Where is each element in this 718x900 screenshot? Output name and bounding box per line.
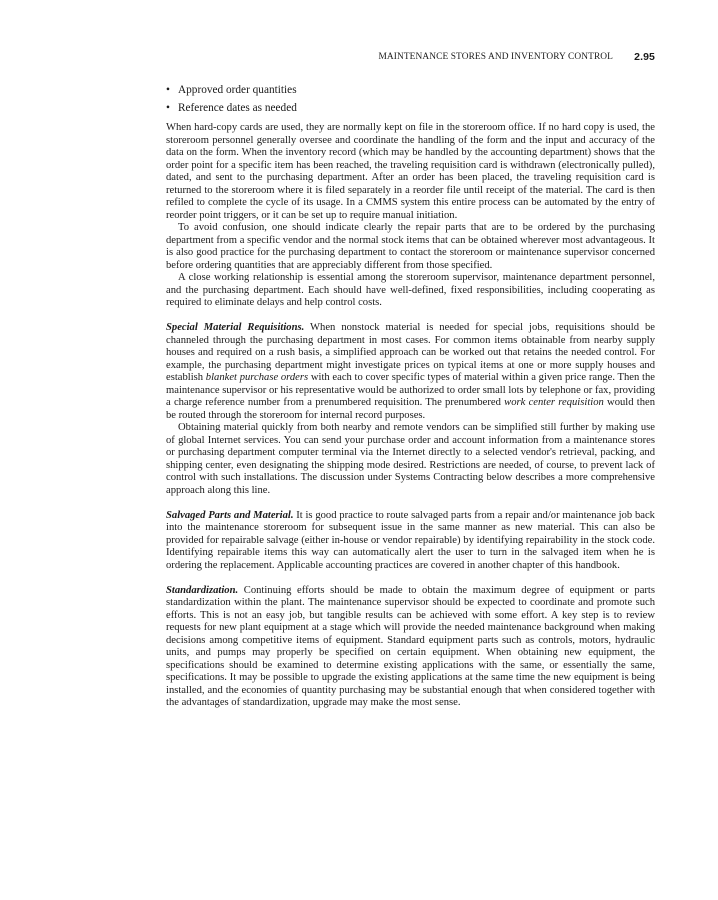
italic-term: work center requisition — [504, 397, 604, 408]
paragraph-hard-copy-cards: When hard-copy cards are used, they are normally kept on file in the storeroom office. If no hard copy is used, the storeroom personnel generally oversee and coordinate the handling of the form and the input and accuracy of the data on the form. When the inventory record (which may be handled by the accounting department) shows that the order point for a specific item has been reached, the traveling requisition card is withdrawn (electronically pulled), dated, and sent to the purchasing department. After an order has been placed, the traveling requisition card is returned to the storeroom where it is filed separately in a reorder file until receipt of the material. The card is then refiled to complete the cycle of its usage. In a CMMS system this entire process can be automated by the entry of reorder point triggers, or it can be set up to require manual initiation. — [166, 122, 655, 221]
paragraph-salvaged-parts — [166, 510, 655, 573]
paragraph-text: with each to cover specific types of material within a given price range. Then the maintenance supervisor or his representative would be authorized to order small lots by telephone or fax, providing a charge reference number from a prenumbered requisition. The prenumbered — [166, 372, 655, 408]
run-in-heading: Special Material Requisitions. — [166, 322, 305, 333]
bullet-list — [166, 81, 655, 117]
paragraph-text: would then be routed through the storeroom for internal record purposes. — [166, 397, 656, 421]
bullet-item: • Reference dates as needed — [166, 99, 655, 117]
paragraph-text: Continuing efforts should be made to obtain the maximum degree of equipment or parts standardization within the plant. The maintenance supervisor should be expected to coordinate and promote such efforts. This is not an easy job, but tangible results can be achieved with some effort. A key step is to review requests for new plant equipment at a stage which will provide the needed maintenance background when making decisions among competitive items of equipment. Standard equipment parts such as controls, motors, hydraulic units, and pumps may properly be specified on certain equipment. When obtaining new equipment, the specifications should be examined to determine existing applications with the same, or essentially the same, specifications. It may be possible to upgrade the existing applications at the same time the new equipment is being installed, and the economies of quantity purchasing may be substantial enough that when considered together with the advantages of standardization, upgrade may make the most sense. — [166, 584, 655, 708]
italic-term: blanket purchase orders — [205, 372, 309, 383]
running-header — [166, 52, 655, 66]
run-in-heading: Salvaged Parts and Material. — [166, 509, 294, 521]
run-in-heading: Standardization. — [166, 584, 239, 596]
paragraph-special-material — [166, 322, 655, 422]
body-text — [166, 122, 655, 710]
page-number: 2.95 — [634, 51, 655, 63]
paragraph-avoid-confusion: To avoid confusion, one should indicate clearly the repair parts that are to be ordered by the purchasing department from a specific vendor and the normal stock items that can be obtained wherever most advantageous. It is also good practice for the purchasing department to contact the storeroom or maintenance supervisor concerned before ordering quantities that are appreciably different from those specified. — [166, 222, 655, 271]
running-title: MAINTENANCE STORES AND INVENTORY CONTROL — [378, 52, 613, 62]
bullet-item: • Approved order quantities — [166, 81, 655, 99]
paragraph-internet-services: Obtaining material quickly from both nearby and remote vendors can be simplified still further by making use of global Internet services. You can send your purchase order and account information from a maintenance stores or purchasing department computer terminal via the Internet directly to a selected vendor's retrieval, packing, and shipping center, even designating the shipping mode desired. Restrictions are needed, of course, to prevent lack of control with such installations. The discussion under Systems Contracting below describes a more comprehensive approach along this line. — [166, 422, 655, 496]
paragraph-text: It is good practice to route salvaged parts from a repair and/or maintenance job back into the maintenance storeroom for subsequent issue in the same manner as new material. This can also be provided for repairable salvage (either in-house or vendor repairable) by identifying repairability in the stock code. Identifying repairable items this way can automatically alert the user to turn in the salvaged item when he is ordering the replacement. Applicable accounting practices are covered in another chapter of this handbook. — [166, 509, 655, 571]
paragraph-standardization — [166, 585, 655, 710]
paragraph-text: When nonstock material is needed for special jobs, requisitions should be channeled through the purchasing department in most cases. For common items obtainable from nearby supply houses and required on a rush basis, a simplified approach can be worked out that retains the needed control. For example, the purchasing department might investigate prices on typical items at one or more supply houses and establish — [166, 322, 655, 383]
paragraph-working-relationship: A close working relationship is essential among the storeroom supervisor, maintenance department personnel, and the purchasing department. Each should have well-defined, fixed responsibilities, including cooperating as required to eliminate delays and help control costs. — [166, 272, 655, 308]
